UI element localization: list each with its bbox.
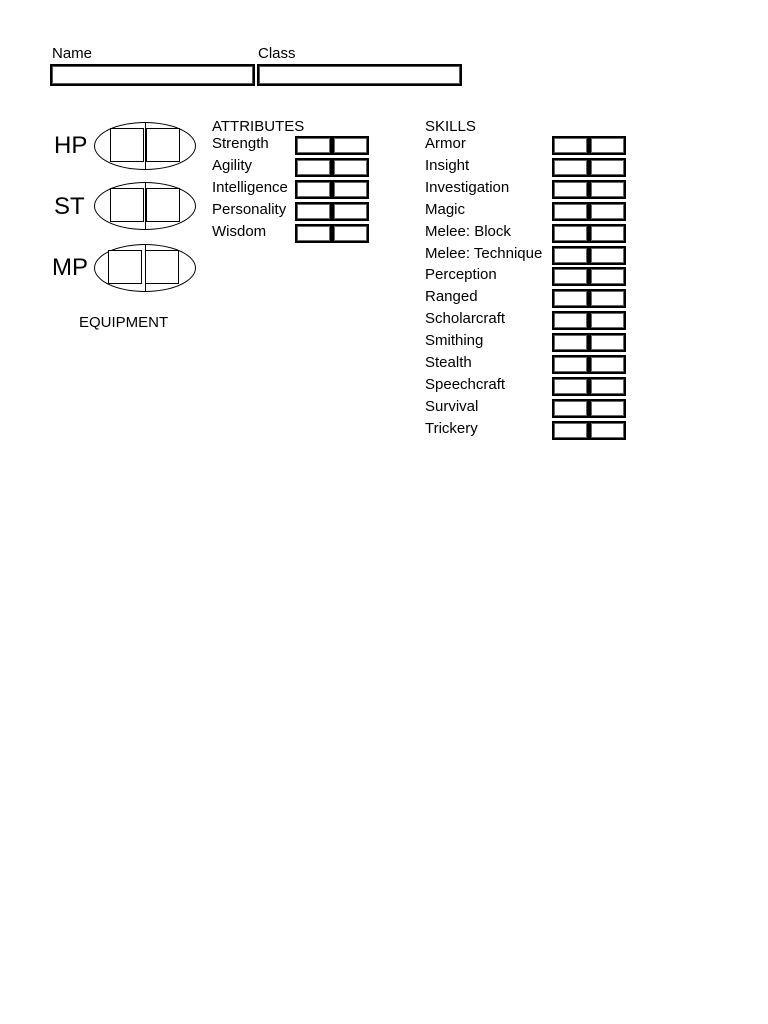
skill-box-pair: [552, 180, 627, 199]
skill-box-pair: [552, 333, 627, 352]
attribute-score-box[interactable]: [295, 136, 332, 155]
mp-current-box[interactable]: [108, 250, 142, 284]
skill-label: Magic: [425, 200, 466, 218]
equipment-label: EQUIPMENT: [79, 314, 169, 331]
hp-max-box[interactable]: [146, 128, 180, 162]
skill-box-pair: [552, 289, 627, 308]
name-label: Name: [52, 45, 93, 62]
skill-label: Trickery: [425, 419, 478, 437]
skill-label: Scholarcraft: [425, 310, 506, 328]
skill-box-pair: [552, 202, 627, 221]
attribute-bonus-box[interactable]: [332, 180, 369, 199]
attribute-bonus-box[interactable]: [332, 224, 369, 243]
skill-label: Melee: Block: [425, 222, 511, 240]
skill-bonus-box[interactable]: [589, 267, 626, 286]
skill-bonus-box[interactable]: [589, 224, 626, 243]
skill-box-pair: [552, 377, 627, 396]
skill-label: Speechcraft: [425, 375, 506, 393]
skill-bonus-box[interactable]: [589, 202, 626, 221]
skill-bonus-box[interactable]: [589, 377, 626, 396]
skill-label: Survival: [425, 397, 479, 415]
skill-box-pair: [552, 267, 627, 286]
attribute-score-box[interactable]: [295, 224, 332, 243]
skill-score-box[interactable]: [552, 267, 589, 286]
skill-score-box[interactable]: [552, 377, 589, 396]
attribute-box-pair: [295, 136, 370, 155]
hp-label: HP: [54, 132, 88, 159]
skill-bonus-box[interactable]: [589, 355, 626, 374]
skill-bonus-box[interactable]: [589, 246, 626, 265]
skill-box-pair: [552, 355, 627, 374]
attribute-label: Personality: [212, 200, 287, 218]
attribute-bonus-box[interactable]: [332, 202, 369, 221]
skill-bonus-box[interactable]: [589, 136, 626, 155]
hp-current-box[interactable]: [110, 128, 144, 162]
skill-label: Ranged: [425, 288, 478, 306]
class-label: Class: [258, 45, 296, 62]
attribute-box-pair: [295, 224, 370, 243]
skill-bonus-box[interactable]: [589, 333, 626, 352]
skill-box-pair: [552, 399, 627, 418]
skill-bonus-box[interactable]: [589, 311, 626, 330]
attribute-score-box[interactable]: [295, 202, 332, 221]
skill-score-box[interactable]: [552, 355, 589, 374]
skill-bonus-box[interactable]: [589, 421, 626, 440]
skill-label: Melee: Technique: [425, 244, 543, 262]
st-max-box[interactable]: [146, 188, 180, 222]
skill-box-pair: [552, 246, 627, 265]
skill-score-box[interactable]: [552, 158, 589, 177]
skill-score-box[interactable]: [552, 224, 589, 243]
skill-bonus-box[interactable]: [589, 158, 626, 177]
attribute-score-box[interactable]: [295, 180, 332, 199]
attribute-bonus-box[interactable]: [332, 136, 369, 155]
skill-score-box[interactable]: [552, 202, 589, 221]
skills-title: SKILLS: [425, 118, 476, 135]
skill-score-box[interactable]: [552, 180, 589, 199]
class-field[interactable]: [257, 64, 462, 86]
skill-bonus-box[interactable]: [589, 399, 626, 418]
skill-score-box[interactable]: [552, 289, 589, 308]
skill-label: Investigation: [425, 178, 510, 196]
skill-score-box[interactable]: [552, 311, 589, 330]
name-field[interactable]: [50, 64, 255, 86]
attribute-label: Intelligence: [212, 178, 288, 196]
skill-label: Stealth: [425, 354, 472, 371]
attributes-title: ATTRIBUTES: [212, 118, 305, 135]
attribute-label: Wisdom: [212, 222, 267, 240]
skill-score-box[interactable]: [552, 136, 589, 155]
skill-box-pair: [552, 158, 627, 177]
attribute-box-pair: [295, 158, 370, 177]
attribute-box-pair: [295, 202, 370, 221]
skill-score-box[interactable]: [552, 399, 589, 418]
skill-bonus-box[interactable]: [589, 180, 626, 199]
skill-label: Perception: [425, 266, 497, 284]
skill-box-pair: [552, 136, 627, 155]
skill-label: Armor: [425, 135, 466, 152]
st-current-box[interactable]: [110, 188, 144, 222]
attribute-box-pair: [295, 180, 370, 199]
skill-box-pair: [552, 224, 627, 243]
st-label: ST: [54, 193, 85, 220]
skill-score-box[interactable]: [552, 421, 589, 440]
skill-label: Smithing: [425, 332, 484, 350]
skill-score-box[interactable]: [552, 246, 589, 265]
skill-label: Insight: [425, 156, 470, 174]
skill-box-pair: [552, 311, 627, 330]
attribute-label: Strength: [212, 135, 269, 152]
attribute-score-box[interactable]: [295, 158, 332, 177]
skill-score-box[interactable]: [552, 333, 589, 352]
skill-bonus-box[interactable]: [589, 289, 626, 308]
mp-max-box[interactable]: [145, 250, 179, 284]
skill-box-pair: [552, 421, 627, 440]
attribute-label: Agility: [212, 156, 253, 174]
attribute-bonus-box[interactable]: [332, 158, 369, 177]
mp-label: MP: [52, 254, 88, 281]
